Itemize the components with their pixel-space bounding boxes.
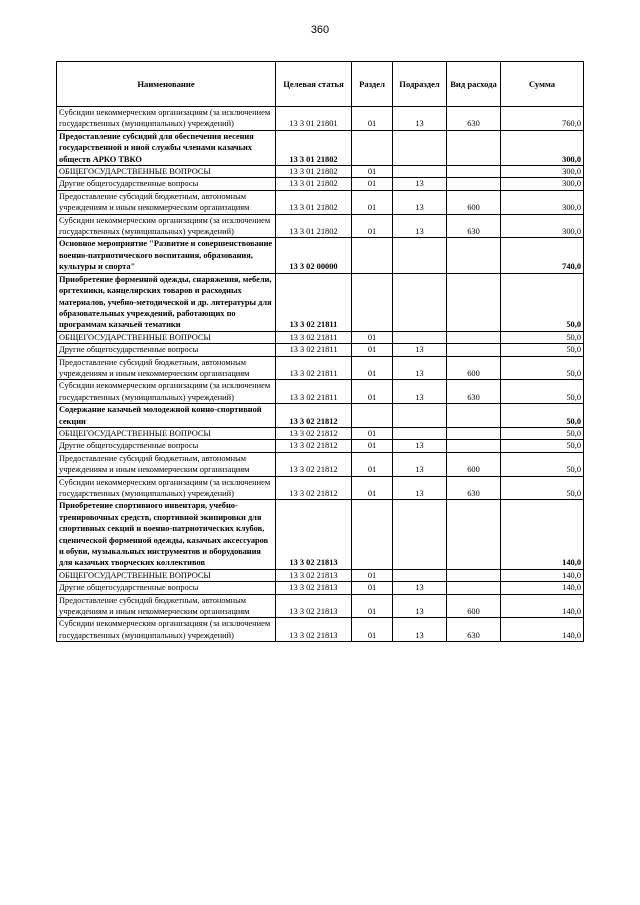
cell-name: ОБЩЕГОСУДАРСТВЕННЫЕ ВОПРОСЫ xyxy=(57,569,276,581)
cell-section: 01 xyxy=(352,594,393,618)
cell-subsection: 13 xyxy=(393,107,447,131)
table-row xyxy=(57,476,584,500)
cell-subsection: 13 xyxy=(393,582,447,594)
cell-target: 13 3 02 21813 xyxy=(276,582,352,594)
cell-target: 13 3 01 21802 xyxy=(276,190,352,214)
cell-subsection xyxy=(393,238,447,273)
cell-name: ОБЩЕГОСУДАРСТВЕННЫЕ ВОПРОСЫ xyxy=(57,427,276,439)
cell-subsection xyxy=(393,273,447,331)
cell-subsection: 13 xyxy=(393,618,447,642)
cell-target: 13 3 02 21811 xyxy=(276,344,352,356)
cell-section: 01 xyxy=(352,344,393,356)
cell-expense-type: 600 xyxy=(447,356,501,380)
cell-section: 01 xyxy=(352,380,393,404)
table-row xyxy=(57,344,584,356)
cell-name: Субсидии некоммерческим организациям (за исключением государственных (муниципальных) учреждений) xyxy=(57,380,276,404)
cell-target: 13 3 02 21812 xyxy=(276,452,352,476)
cell-name: Субсидии некоммерческим организациям (за исключением государственных (муниципальных) учреждений) xyxy=(57,618,276,642)
cell-section: 01 xyxy=(352,476,393,500)
table-row xyxy=(57,107,584,131)
cell-section: 01 xyxy=(352,356,393,380)
cell-target: 13 3 02 21811 xyxy=(276,331,352,343)
cell-name: Предоставление субсидий бюджетным, автономным учреждениям и иным некоммерческим организациям xyxy=(57,356,276,380)
cell-name: Субсидии некоммерческим организациям (за исключением государственных (муниципальных) учреждений) xyxy=(57,107,276,131)
cell-section: 01 xyxy=(352,166,393,178)
cell-amount: 50,0 xyxy=(501,356,584,380)
cell-expense-type xyxy=(447,344,501,356)
cell-subsection: 13 xyxy=(393,440,447,452)
cell-amount: 50,0 xyxy=(501,380,584,404)
cell-subsection: 13 xyxy=(393,476,447,500)
cell-section: 01 xyxy=(352,107,393,131)
table-row xyxy=(57,178,584,190)
cell-expense-type: 600 xyxy=(447,190,501,214)
cell-target: 13 3 01 21802 xyxy=(276,130,352,165)
cell-name: Приобретение спортивного инвентаря, учебно-тренировочных средств, спортивной экипировки для спортивных секций и военно-патриотических клубов, сценической форменной одежды, казачьих аксессуаров и обуви, музыкальных инструментов и оборудования для казачьих творческих коллективов xyxy=(57,500,276,569)
cell-amount: 50,0 xyxy=(501,476,584,500)
cell-target: 13 3 02 21813 xyxy=(276,569,352,581)
cell-amount: 140,0 xyxy=(501,500,584,569)
cell-amount: 300,0 xyxy=(501,130,584,165)
cell-section: 01 xyxy=(352,178,393,190)
cell-amount: 140,0 xyxy=(501,569,584,581)
cell-subsection: 13 xyxy=(393,344,447,356)
cell-subsection: 13 xyxy=(393,214,447,238)
cell-target: 13 3 02 21813 xyxy=(276,500,352,569)
table-row xyxy=(57,440,584,452)
header-expense-type: Вид расхода xyxy=(447,62,501,107)
cell-target: 13 3 02 21813 xyxy=(276,618,352,642)
cell-subsection xyxy=(393,427,447,439)
cell-amount: 50,0 xyxy=(501,452,584,476)
cell-name: Другие общегосударственные вопросы xyxy=(57,440,276,452)
cell-amount: 300,0 xyxy=(501,214,584,238)
cell-target: 13 3 01 21802 xyxy=(276,166,352,178)
cell-section: 01 xyxy=(352,582,393,594)
table-row xyxy=(57,594,584,618)
cell-amount: 50,0 xyxy=(501,273,584,331)
cell-subsection xyxy=(393,331,447,343)
cell-section xyxy=(352,404,393,428)
cell-amount: 50,0 xyxy=(501,344,584,356)
cell-name: Субсидии некоммерческим организациям (за исключением государственных (муниципальных) учреждений) xyxy=(57,476,276,500)
cell-expense-type xyxy=(447,404,501,428)
cell-name: Предоставление субсидий бюджетным, автономным учреждениям и иным некоммерческим организациям xyxy=(57,594,276,618)
cell-target: 13 3 02 21813 xyxy=(276,594,352,618)
cell-name: Субсидии некоммерческим организациям (за исключением государственных (муниципальных) учреждений) xyxy=(57,214,276,238)
cell-section xyxy=(352,273,393,331)
table-row xyxy=(57,569,584,581)
cell-target: 13 3 02 21812 xyxy=(276,404,352,428)
cell-subsection: 13 xyxy=(393,452,447,476)
cell-subsection: 13 xyxy=(393,594,447,618)
header-target: Целевая статья xyxy=(276,62,352,107)
cell-subsection xyxy=(393,569,447,581)
cell-section: 01 xyxy=(352,190,393,214)
table-row xyxy=(57,427,584,439)
cell-subsection: 13 xyxy=(393,380,447,404)
cell-amount: 50,0 xyxy=(501,440,584,452)
cell-amount: 300,0 xyxy=(501,178,584,190)
cell-amount: 300,0 xyxy=(501,166,584,178)
cell-expense-type xyxy=(447,440,501,452)
cell-expense-type: 600 xyxy=(447,452,501,476)
budget-table xyxy=(56,61,584,642)
table-row xyxy=(57,404,584,428)
cell-section: 01 xyxy=(352,618,393,642)
cell-amount: 50,0 xyxy=(501,427,584,439)
cell-section: 01 xyxy=(352,214,393,238)
table-row xyxy=(57,190,584,214)
table-row xyxy=(57,331,584,343)
cell-amount: 140,0 xyxy=(501,594,584,618)
table-row xyxy=(57,273,584,331)
cell-expense-type xyxy=(447,130,501,165)
cell-target: 13 3 02 21812 xyxy=(276,476,352,500)
header-section: Раздел xyxy=(352,62,393,107)
cell-target: 13 3 01 21801 xyxy=(276,107,352,131)
cell-expense-type xyxy=(447,273,501,331)
cell-section xyxy=(352,238,393,273)
cell-expense-type: 630 xyxy=(447,476,501,500)
cell-subsection xyxy=(393,166,447,178)
cell-target: 13 3 01 21802 xyxy=(276,178,352,190)
cell-expense-type xyxy=(447,582,501,594)
cell-amount: 50,0 xyxy=(501,404,584,428)
cell-expense-type xyxy=(447,166,501,178)
cell-subsection xyxy=(393,404,447,428)
table-row xyxy=(57,356,584,380)
cell-target: 13 3 02 00000 xyxy=(276,238,352,273)
header-amount: Сумма xyxy=(501,62,584,107)
cell-expense-type xyxy=(447,569,501,581)
cell-section: 01 xyxy=(352,440,393,452)
table-row xyxy=(57,452,584,476)
cell-name: ОБЩЕГОСУДАРСТВЕННЫЕ ВОПРОСЫ xyxy=(57,331,276,343)
table-row xyxy=(57,500,584,569)
cell-expense-type xyxy=(447,427,501,439)
cell-name: Предоставление субсидий бюджетным, автономным учреждениям и иным некоммерческим организациям xyxy=(57,452,276,476)
cell-name: Содержание казачьей молодежной конно-спортивной секции xyxy=(57,404,276,428)
cell-subsection xyxy=(393,130,447,165)
cell-target: 13 3 02 21811 xyxy=(276,380,352,404)
table-row xyxy=(57,582,584,594)
cell-target: 13 3 02 21811 xyxy=(276,273,352,331)
cell-name: Другие общегосударственные вопросы xyxy=(57,178,276,190)
cell-subsection: 13 xyxy=(393,356,447,380)
cell-name: Предоставление субсидий для обеспечения несения государственной и иной службы членами казачьих обществ АРКО ТВКО xyxy=(57,130,276,165)
cell-subsection xyxy=(393,500,447,569)
cell-section: 01 xyxy=(352,569,393,581)
cell-target: 13 3 02 21812 xyxy=(276,427,352,439)
table-row xyxy=(57,380,584,404)
table-header-row xyxy=(57,62,584,107)
cell-expense-type xyxy=(447,238,501,273)
cell-expense-type: 630 xyxy=(447,618,501,642)
table-row xyxy=(57,618,584,642)
page-number: 360 xyxy=(310,24,330,36)
cell-expense-type xyxy=(447,178,501,190)
cell-name: Приобретение форменной одежды, снаряжения, мебели, оргтехники, канцелярских товаров и расходных материалов, учебно-методической и др. литературы для образовательных учреждений, работающих по программам казачьей тематики xyxy=(57,273,276,331)
cell-section: 01 xyxy=(352,331,393,343)
table-row xyxy=(57,214,584,238)
cell-name: Другие общегосударственные вопросы xyxy=(57,582,276,594)
cell-expense-type xyxy=(447,500,501,569)
cell-section: 01 xyxy=(352,427,393,439)
header-name: Наименование xyxy=(57,62,276,107)
cell-section xyxy=(352,500,393,569)
cell-target: 13 3 01 21802 xyxy=(276,214,352,238)
cell-expense-type: 600 xyxy=(447,594,501,618)
cell-expense-type: 630 xyxy=(447,107,501,131)
cell-target: 13 3 02 21812 xyxy=(276,440,352,452)
cell-target: 13 3 02 21811 xyxy=(276,356,352,380)
cell-name: Основное мероприятие "Развитие и совершенствование военно-патриотического воспитания, образования, культуры и спорта" xyxy=(57,238,276,273)
cell-expense-type xyxy=(447,331,501,343)
cell-section: 01 xyxy=(352,452,393,476)
cell-amount: 740,0 xyxy=(501,238,584,273)
cell-expense-type: 630 xyxy=(447,380,501,404)
cell-amount: 760,0 xyxy=(501,107,584,131)
table-row xyxy=(57,238,584,273)
cell-name: Предоставление субсидий бюджетным, автономным учреждениям и иным некоммерческим организациям xyxy=(57,190,276,214)
cell-subsection: 13 xyxy=(393,178,447,190)
header-subsection: Подраздел xyxy=(393,62,447,107)
cell-name: Другие общегосударственные вопросы xyxy=(57,344,276,356)
cell-subsection: 13 xyxy=(393,190,447,214)
table-row xyxy=(57,130,584,165)
cell-amount: 140,0 xyxy=(501,618,584,642)
cell-amount: 300,0 xyxy=(501,190,584,214)
cell-expense-type: 630 xyxy=(447,214,501,238)
cell-amount: 140,0 xyxy=(501,582,584,594)
cell-name: ОБЩЕГОСУДАРСТВЕННЫЕ ВОПРОСЫ xyxy=(57,166,276,178)
table-row xyxy=(57,166,584,178)
cell-amount: 50,0 xyxy=(501,331,584,343)
cell-section xyxy=(352,130,393,165)
